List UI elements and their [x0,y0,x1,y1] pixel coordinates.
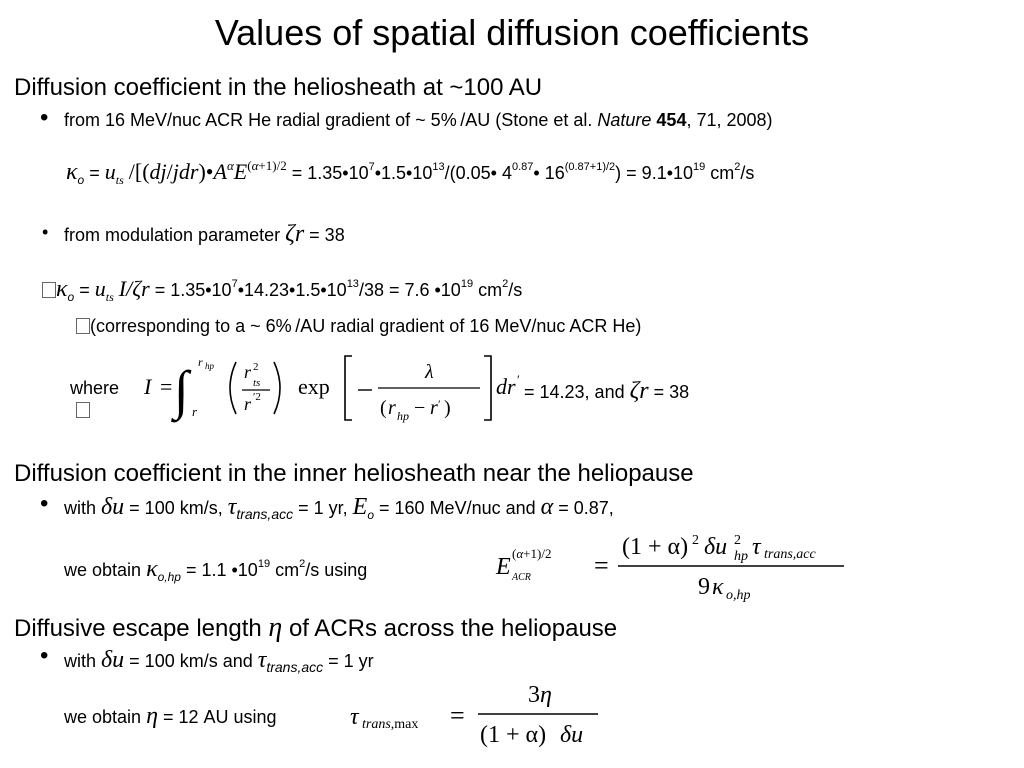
equation-kappa-modulation: $\kappa_o = u_{ts}$ $I/\zeta r = 1.35•10^7•14.23•1.5•10^{13}/38 = 7.6$ $•10^{19}$ $cm^2/s$ [42,276,522,305]
obtain-kappa-hp: we obtain $\kappa_{o,hp} = 1.1$ $•10^{19}$ $cm^2/s$ using [64,556,368,584]
journal-volume: 454 [656,110,687,130]
svg-text:trans,max: trans,max [362,717,419,732]
svg-text:=: = [450,701,465,730]
svg-text:τ: τ [752,534,761,560]
svg-text:I: I [144,374,152,399]
svg-text:9: 9 [698,574,710,600]
bullet-modulation-parameter: from modulation parameter ζr = 38 [64,221,345,247]
bullet-parameters: with δu = 100 km/s, $\tau_{trans,acc} = 1$ yr, $E_o = 160$ MeV/nuc and α = 0.87, [64,494,614,522]
svg-text:(: ( [380,397,387,419]
energy-equation [494,524,854,604]
svg-text:(1 + α): (1 + α) [480,722,547,748]
tau-max-equation [346,676,606,756]
svg-text:r: r [198,355,203,369]
svg-text:hp: hp [734,549,748,564]
bullet-dot: • [42,222,49,242]
journal-name: Nature [597,110,652,130]
svg-text:=: = [594,551,609,580]
bullet-dot: • [40,642,49,669]
integral-equation [140,348,530,428]
missing-glyph-icon [76,402,90,421]
equation-kappa-gradient: $\kappa_o = u_{ts}$ $/[(dj/jdr)•A^\alpha E^{(\alpha+1)/2}$ = $1.35•10^7•1.5•10^{13}/(0.05•$ $4^{0.87}•$ $16^{(0.87+1)/2}$) = $9.1•10^{19}$ $cm^2/s$ [66,158,755,187]
svg-text:2: 2 [692,533,699,548]
svg-text:(1 + α): (1 + α) [622,534,689,560]
svg-text:ACR: ACR [512,572,531,583]
integral-result: = 14.23, and ζr = 38 [524,378,690,404]
section-heading-heliosheath: Diffusion coefficient in the heliosheath at ~100 AU [14,74,543,101]
svg-text:(α+1)/2: (α+1)/2 [512,546,552,561]
missing-glyph-icon [76,318,90,334]
svg-text:′: ′ [438,397,441,411]
svg-text:o,hp: o,hp [726,588,751,603]
svg-text:r: r [430,397,438,419]
svg-text:2: 2 [253,361,259,373]
bullet-escape-parameters: with δu = 100 km/s and $\tau_{trans,acc} = 1$ yr [64,647,374,675]
svg-text:λ: λ [425,361,434,383]
svg-text:τ: τ [350,704,359,730]
missing-glyph-icon [42,282,56,298]
svg-text:exp: exp [298,374,330,399]
svg-text:′2: ′2 [253,391,261,403]
obtain-eta: we obtain η = 12 AU using [64,703,277,729]
svg-text:r: r [244,394,252,414]
corresponding-gradient-note: (corresponding to a ~ 6% /AU radial gradient of 16 MeV/nuc ACR He) [76,316,641,337]
svg-text:trans,acc: trans,acc [764,547,816,562]
svg-text:′: ′ [517,372,520,387]
bullet-dot: • [40,490,49,517]
svg-text:κ: κ [712,574,724,600]
where-label: where [70,378,120,398]
svg-text:δu: δu [704,534,728,560]
bullet-stone-reference: from 16 MeV/nuc ACR He radial gradient of ~ 5% /AU (Stone et al. Nature 454, 71, 2008) [64,110,773,130]
bullet-dot: • [40,104,49,131]
svg-text:hp: hp [205,361,214,371]
section-heading-inner-heliosheath: Diffusion coefficient in the inner heliosheath near the heliopause [14,460,694,487]
svg-text:δu: δu [560,722,584,748]
svg-text:r: r [244,362,252,382]
svg-text:dr: dr [496,374,516,399]
svg-text:∫: ∫ [174,360,189,420]
svg-text:−: − [414,397,426,419]
svg-text:E: E [496,554,511,580]
svg-text:3η: 3η [528,682,552,708]
svg-text:hp: hp [397,409,409,423]
section-heading-escape-length: Diffusive escape length η of ACRs across the heliopause [14,612,618,643]
svg-text:=: = [160,374,173,399]
svg-text:2: 2 [734,533,741,548]
page-title: Values of spatial diffusion coefficients [214,12,810,53]
svg-text:ts: ts [253,377,261,389]
svg-text:r: r [192,404,198,419]
svg-text:): ) [444,397,451,419]
svg-text:r: r [388,397,396,419]
